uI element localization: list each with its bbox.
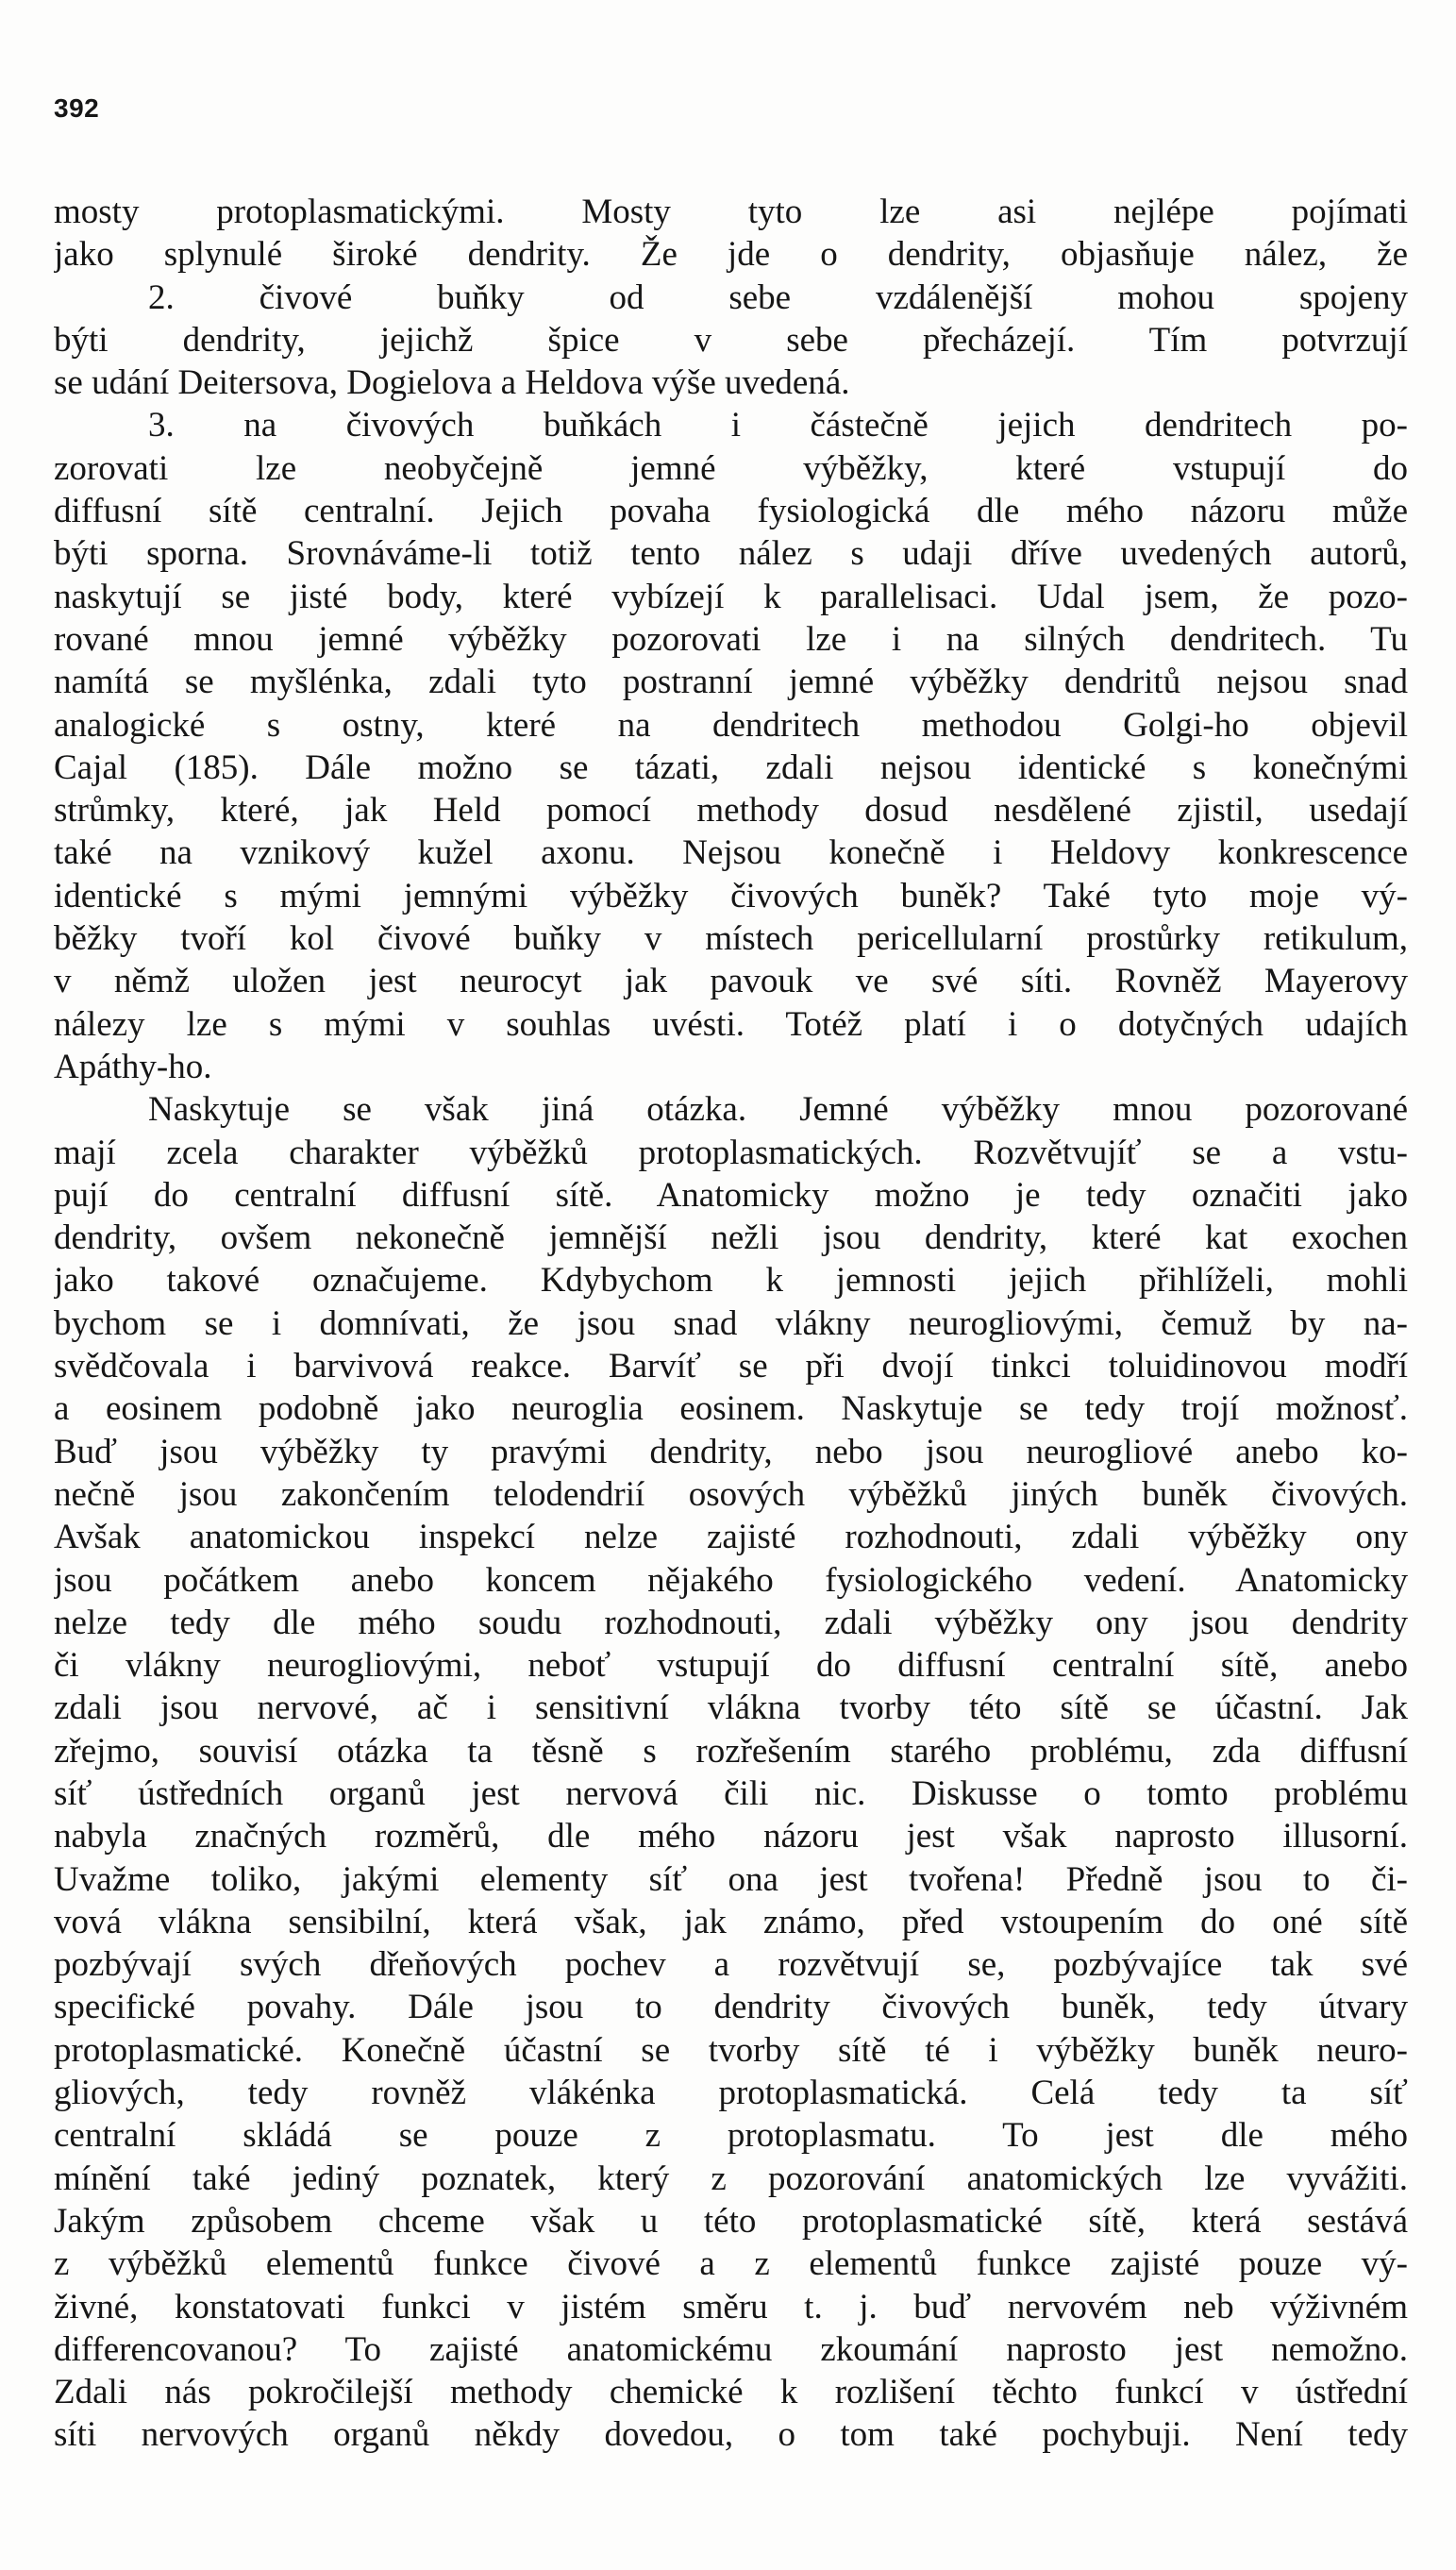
text-line: svědčovala i barvivová reakce. Barvíť se při dvojí tinkci toluidinovou modří	[54, 1347, 1408, 1386]
text-line: Buď jsou výběžky ty pravými dendrity, nebo jsou neurogliové anebo ko-	[54, 1432, 1408, 1471]
text-line: či vlákny neurogliovými, neboť vstupují do diffusní centralní sítě, anebo	[54, 1646, 1408, 1686]
text-line: nečně jsou zakončením telodendrií osových výběžků jiných buněk čivových.	[54, 1474, 1408, 1514]
text-line: rované mnou jemné výběžky pozorovati lze i na silných dendritech. Tu	[54, 619, 1408, 659]
text-line: mají zcela charakter výběžků protoplasmatických. Rozvětvujíť se a vstu-	[54, 1133, 1408, 1172]
text-line: 3. na čivových buňkách i částečně jejich dendritech po-	[148, 406, 1408, 445]
text-line: mínění také jediný poznatek, který z pozorování anatomických lze vyvážiti.	[54, 2158, 1408, 2198]
text-line: nelze tedy dle mého soudu rozhodnouti, zdali výběžky ony jsou dendrity	[54, 1603, 1408, 1642]
text-line: také na vznikový kužel axonu. Nejsou konečně i Heldovy konkrescence	[54, 833, 1408, 873]
text-line: pozbývají svých dřeňových pochev a rozvětvují se, pozbývajíce tak své	[54, 1945, 1408, 1985]
text-line: zorovati lze neobyčejně jemné výběžky, které vstupují do	[54, 448, 1408, 488]
text-line: pují do centralní diffusní sítě. Anatomicky možno je tedy označiti jako	[54, 1175, 1408, 1215]
text-line: vová vlákna sensibilní, která však, jak známo, před vstoupením do oné sítě	[54, 1902, 1408, 1941]
text-line: živné, konstatovati funkci v jistém směru t. j. buď nervovém neb výživném	[54, 2287, 1408, 2326]
text-line: zdali jsou nervové, ač i sensitivní vlákna tvorby této sítě se účastní. Jak	[54, 1688, 1408, 1728]
text-line: 2. čivové buňky od sebe vzdálenější mohou spojeny	[148, 277, 1408, 317]
text-line: Uvažme toliko, jakými elementy síť ona jest tvořena! Předně jsou to či-	[54, 1859, 1408, 1899]
body-text	[54, 191, 1408, 2457]
text-line: strůmky, které, jak Held pomocí methody dosud nesdělené zjistil, usedají	[54, 791, 1408, 831]
text-line: centralní skládá se pouze z protoplasmatu. To jest dle mého	[54, 2116, 1408, 2156]
text-line: differencovanou? To zajisté anatomickému zkoumání naprosto jest nemožno.	[54, 2329, 1408, 2369]
text-line: dendrity, ovšem nekonečně jemnější nežli jsou dendrity, které kat exochen	[54, 1218, 1408, 1258]
text-line: Apáthy-ho.	[54, 1047, 212, 1086]
text-line: Jakým způsobem chceme však u této protoplasmatické sítě, která sestává	[54, 2201, 1408, 2241]
text-line: běžky tvoří kol čivové buňky v místech pericellularní prostůrky retikulum,	[54, 919, 1408, 959]
text-line: analogické s ostny, které na dendritech methodou Golgi-ho objevil	[54, 705, 1408, 745]
text-line: Avšak anatomickou inspekcí nelze zajisté rozhodnouti, zdali výběžky ony	[54, 1518, 1408, 1557]
text-line: býti sporna. Srovnáváme-li totiž tento nález s udaji dříve uvedených autorů,	[54, 534, 1408, 574]
text-line: nabyla značných rozměrů, dle mého názoru jest však naprosto illusorní.	[54, 1817, 1408, 1856]
text-line: nálezy lze s mými v souhlas uvésti. Totéž platí i o dotyčných udajích	[54, 1004, 1408, 1044]
text-line: býti dendrity, jejichž špice v sebe přecházejí. Tím potvrzují	[54, 320, 1408, 360]
text-line: specifické povahy. Dále jsou to dendrity čivových buněk, tedy útvary	[54, 1988, 1408, 2027]
text-line: síť ústředních organů jest nervová čili nic. Diskusse o tomto problému	[54, 1773, 1408, 1813]
text-line: v němž uložen jest neurocyt jak pavouk ve své síti. Rovněž Mayerovy	[54, 962, 1408, 1001]
text-line: zřejmo, souvisí otázka ta těsně s rozřešením starého problému, zda diffusní	[54, 1731, 1408, 1771]
text-line: mosty protoplasmatickými. Mosty tyto lze asi nejlépe pojímati	[54, 193, 1408, 231]
text-line: namítá se myšlénka, zdali tyto postranní jemné výběžky dendritů nejsou snad	[54, 663, 1408, 702]
text-line: síti nervových organů někdy dovedou, o tom také pochybuji. Není tedy	[54, 2415, 1408, 2455]
text-line: Zdali nás pokročilejší methody chemické k rozlišení těchto funkcí v ústřední	[54, 2373, 1408, 2412]
text-line: diffusní sítě centralní. Jejich povaha fysiologická dle mého názoru může	[54, 492, 1408, 531]
text-line: naskytují se jisté body, které vybízejí k parallelisaci. Udal jsem, že pozo-	[54, 577, 1408, 616]
text-line: jsou počátkem anebo koncem nějakého fysiologického vedení. Anatomicky	[54, 1560, 1408, 1600]
text-line: Cajal (185). Dále možno se tázati, zdali nejsou identické s konečnými	[54, 747, 1408, 787]
text-line: jako takové označujeme. Kdybychom k jemnosti jejich přihlíželi, mohli	[54, 1261, 1408, 1301]
page-number: 392	[54, 93, 100, 123]
text-line: protoplasmatické. Konečně účastní se tvorby sítě té i výběžky buněk neuro-	[54, 2030, 1408, 2070]
text-line: gliových, tedy rovněž vlákénka protoplasmatická. Celá tedy ta síť	[54, 2074, 1408, 2113]
text-line: z výběžků elementů funkce čivové a z elementů funkce zajisté pouze vý-	[54, 2244, 1408, 2284]
text-line: se udání Deitersova, Dogielova a Heldova výše uvedená.	[54, 363, 850, 403]
text-line: bychom se i domnívati, že jsou snad vlákny neurogliovými, čemuž by na-	[54, 1303, 1408, 1343]
text-line: a eosinem podobně jako neuroglia eosinem. Naskytuje se tedy trojí možnosť.	[54, 1389, 1408, 1429]
text-line: jako splynulé široké dendrity. Že jde o dendrity, objasňuje nález, že	[54, 235, 1408, 275]
text-line: Naskytuje se však jiná otázka. Jemné výběžky mnou pozorované	[148, 1090, 1408, 1130]
text-line: identické s mými jemnými výběžky čivových buněk? Také tyto moje vý-	[54, 876, 1408, 915]
